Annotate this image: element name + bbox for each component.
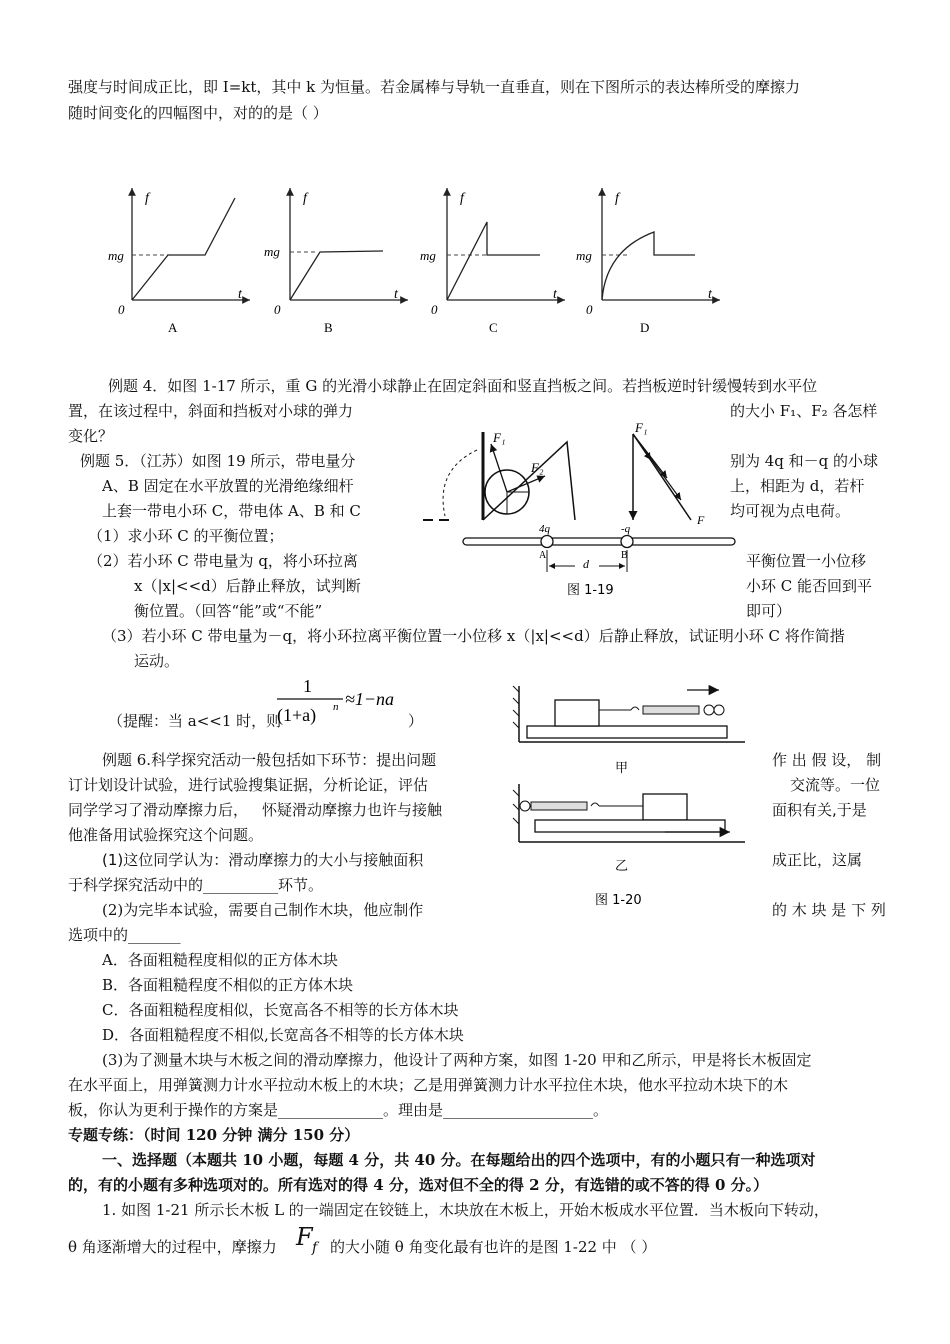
ex5-line-1a: 例题 5．（江苏）如图 19 所示，带电量分 <box>80 452 356 470</box>
fig119-label-a: A <box>539 550 547 561</box>
ex6-p3a: (3)为了测量木块与木板之间的滑动摩擦力，他设计了两种方案，如图 1-20 甲和乙所示，甲是将长木板固定 <box>102 1051 812 1069</box>
graph-c-mg: mg <box>420 248 436 263</box>
graph-b <box>264 188 408 335</box>
graph-b-f: f <box>303 191 307 206</box>
ex5-q2f: 即可） <box>746 602 792 620</box>
graph-c-f: f <box>460 191 464 206</box>
ex5-q2e: 衡位置。（回答“能”或“不能” <box>134 602 323 620</box>
ex4-line-2a: 置，在该过程中，斜面和挡板对小球的弹力 <box>68 402 354 420</box>
ex5-q2a: （2）若小环 C 带电量为 q，将小环拉离 <box>88 552 358 570</box>
ex5-line-2a: A、B 固定在水平放置的光滑绝缘细杆 <box>102 477 354 495</box>
ex6-line-2b: 交流等。一位 <box>790 776 881 794</box>
intro-line-1: 强度与时间成正比，即 I=kt，其中 k 为恒量。若金属棒与导轨一直垂直，则在下图所示的表达棒所受的摩擦力 <box>68 78 801 96</box>
ex6-option-a: A．各面粗糙程度相似的正方体木块 <box>102 951 338 969</box>
graph-d <box>576 188 720 335</box>
figure-1-20 <box>505 680 750 910</box>
ex6-line-1a: 例题 6.科学探究活动一般包括如下环节：提出问题 <box>102 751 437 769</box>
graph-d-origin: 0 <box>586 302 593 317</box>
ex6-line-2a: 订计划设计试验，进行试验搜集证据，分析论证，评估 <box>68 776 429 794</box>
ex5-q3b: 运动。 <box>134 652 180 670</box>
drill-q1-subscript: f <box>312 1240 318 1256</box>
ex5-line-2b: 上，相距为 d，若杆 <box>730 477 865 495</box>
ex5-hint: （提醒：当 a<<1 时，则 <box>108 712 282 730</box>
ex5-q1: （1）求小环 C 的平衡位置； <box>88 527 284 545</box>
fig120-caption: 图 1-20 <box>595 893 642 908</box>
formula-numerator: 1 <box>303 676 312 696</box>
ex4-line-3: 变化？ <box>68 427 114 445</box>
drill-q1c: 的大小随 θ 角变化最有也许的是图 1-22 中 （ ） <box>330 1238 657 1256</box>
graph-c-origin: 0 <box>431 302 438 317</box>
graph-c-label: C <box>489 320 498 335</box>
graph-a <box>108 188 250 335</box>
ex6-p2c: 选项中的_______ <box>68 926 181 944</box>
graph-b-label: B <box>324 320 333 335</box>
ex5-q2b: 平衡位置一小位移 <box>746 552 867 570</box>
drill-q1-symbol: F <box>296 1223 313 1251</box>
fig119-caption: 图 1-19 <box>567 583 614 598</box>
ex5-hint-end: ） <box>408 712 424 730</box>
drill-q1a: 1. 如图 1-21 所示长木板 L 的一端固定在铰链上，木块放在木板上，开始木板成水平位置．当木板向下转动， <box>102 1201 829 1219</box>
ex6-line-3a: 同学学习了滑动摩擦力后， <box>68 801 249 819</box>
ex6-line-3b: 怀疑滑动摩擦力也许与接触 <box>262 801 443 819</box>
graph-b-t: t <box>394 287 398 302</box>
ex6-p3c: 板，你认为更利于操作的方案是______________。理由是____________________。 <box>68 1101 609 1119</box>
graph-b-origin: 0 <box>274 302 281 317</box>
fig120-yi: 乙 <box>615 859 629 874</box>
ex6-option-d: D．各面粗糙程度不相似,长宽高各不相等的长方体木块 <box>102 1026 464 1044</box>
ex5-line-3a: 上套一带电小环 C，带电体 A、B 和 C <box>102 502 361 520</box>
drill-q1b: θ 角逐渐增大的过程中，摩擦力 <box>68 1238 277 1256</box>
ex6-p3b: 在水平面上，用弹簧测力计水平拉动木板上的木块；乙是用弹簧测力计水平拉住木块，他水平拉动木块下的木 <box>68 1076 789 1094</box>
graph-a-origin: 0 <box>118 302 125 317</box>
ex6-p1c: 于科学探究活动中的__________环节。 <box>68 876 324 894</box>
graph-c <box>420 188 565 335</box>
ex6-line-1b: 作 出 假 设， 制 <box>772 751 882 769</box>
formula-denominator: (1+a) <box>277 705 317 725</box>
ex4-line-1: 例题 4．如图 1-17 所示，重 G 的光滑小球静止在固定斜面和竖直挡板之间。若挡板逆时针缓慢转到水平位 <box>108 377 818 395</box>
hint-formula <box>273 674 413 730</box>
drill-title: 专题专练：（时间 120 分钟 满分 150 分） <box>68 1126 360 1144</box>
ex6-option-b: B．各面粗糙程度不相似的正方体木块 <box>102 976 354 994</box>
ex5-q3a: （3）若小环 C 带电量为－q，将小环拉离平衡位置一小位移 x（|x|<<d）后静止释放，试证明小环 C 将作简揩 <box>102 627 845 645</box>
ex5-line-1b: 别为 4q 和－q 的小球 <box>730 452 879 470</box>
drill-section-1a: 一、选择题（本题共 10 小题，每题 4 分，共 40 分。在每题给出的四个选项中，有的小题只有一种选项对 <box>102 1151 816 1169</box>
ex5-line-3b: 均可视为点电荷。 <box>730 502 851 520</box>
fig117-f1: F₁ <box>493 430 506 445</box>
fig119-dist: d <box>583 557 589 571</box>
ex6-p2a: (2)为完毕本试验，需要自己制作木块，他应制作 <box>102 901 424 919</box>
graph-a-f: f <box>145 191 149 206</box>
graph-b-mg: mg <box>264 244 280 259</box>
ex4-line-2b: 的大小 F₁、F₂ 各怎样 <box>730 402 878 420</box>
ex6-line-3c: 面积有关,于是 <box>772 801 867 819</box>
graph-d-mg: mg <box>576 248 592 263</box>
formula-rhs: ≈1−na <box>345 689 395 709</box>
graph-d-f: f <box>615 191 619 206</box>
ex6-p1a: (1)这位同学认为：滑动摩擦力的大小与接触面积 <box>102 851 424 869</box>
graph-a-t: t <box>238 287 242 302</box>
graph-d-t: t <box>708 287 712 302</box>
figure-1-19 <box>455 522 740 602</box>
fig117-f-cut: F <box>697 513 705 527</box>
ex6-p1b: 成正比，这属 <box>772 851 863 869</box>
graph-a-label: A <box>168 320 178 335</box>
graph-d-label: D <box>640 320 650 335</box>
intro-line-2: 随时间变化的四幅图中，对的的是（ ） <box>68 104 328 122</box>
ex5-q2c: x（|x|<<d）后静止释放，试判断 <box>134 577 361 595</box>
figure-1-17 <box>415 420 720 530</box>
drill-section-1b: 的，有的小题有多种选项对的。所有选对的得 4 分，选对但不全的得 2 分，有选错的或不答的得 0 分。） <box>68 1176 769 1194</box>
graph-a-mg: mg <box>108 248 124 263</box>
formula-exponent: n <box>333 701 339 713</box>
fig120-jia: 甲 <box>615 761 629 776</box>
fig117-f1-poly: F₁ <box>635 420 648 435</box>
friction-graphs <box>100 180 740 340</box>
ex6-line-4: 他准备用试验探究这个问题。 <box>68 826 264 844</box>
fig117-f2: F₂ <box>531 460 544 475</box>
fig119-label-b: B <box>621 550 628 561</box>
fig119-charge-b: -q <box>621 523 631 535</box>
graph-c-t: t <box>553 287 557 302</box>
ex6-option-c: C．各面粗糙程度相似，长宽高各不相等的长方体木块 <box>102 1001 459 1019</box>
fig119-charge-a: 4q <box>539 523 550 535</box>
ex6-p2b: 的 木 块 是 下 列 <box>772 901 886 919</box>
ex5-q2d: 小环 C 能否回到平 <box>746 577 873 595</box>
